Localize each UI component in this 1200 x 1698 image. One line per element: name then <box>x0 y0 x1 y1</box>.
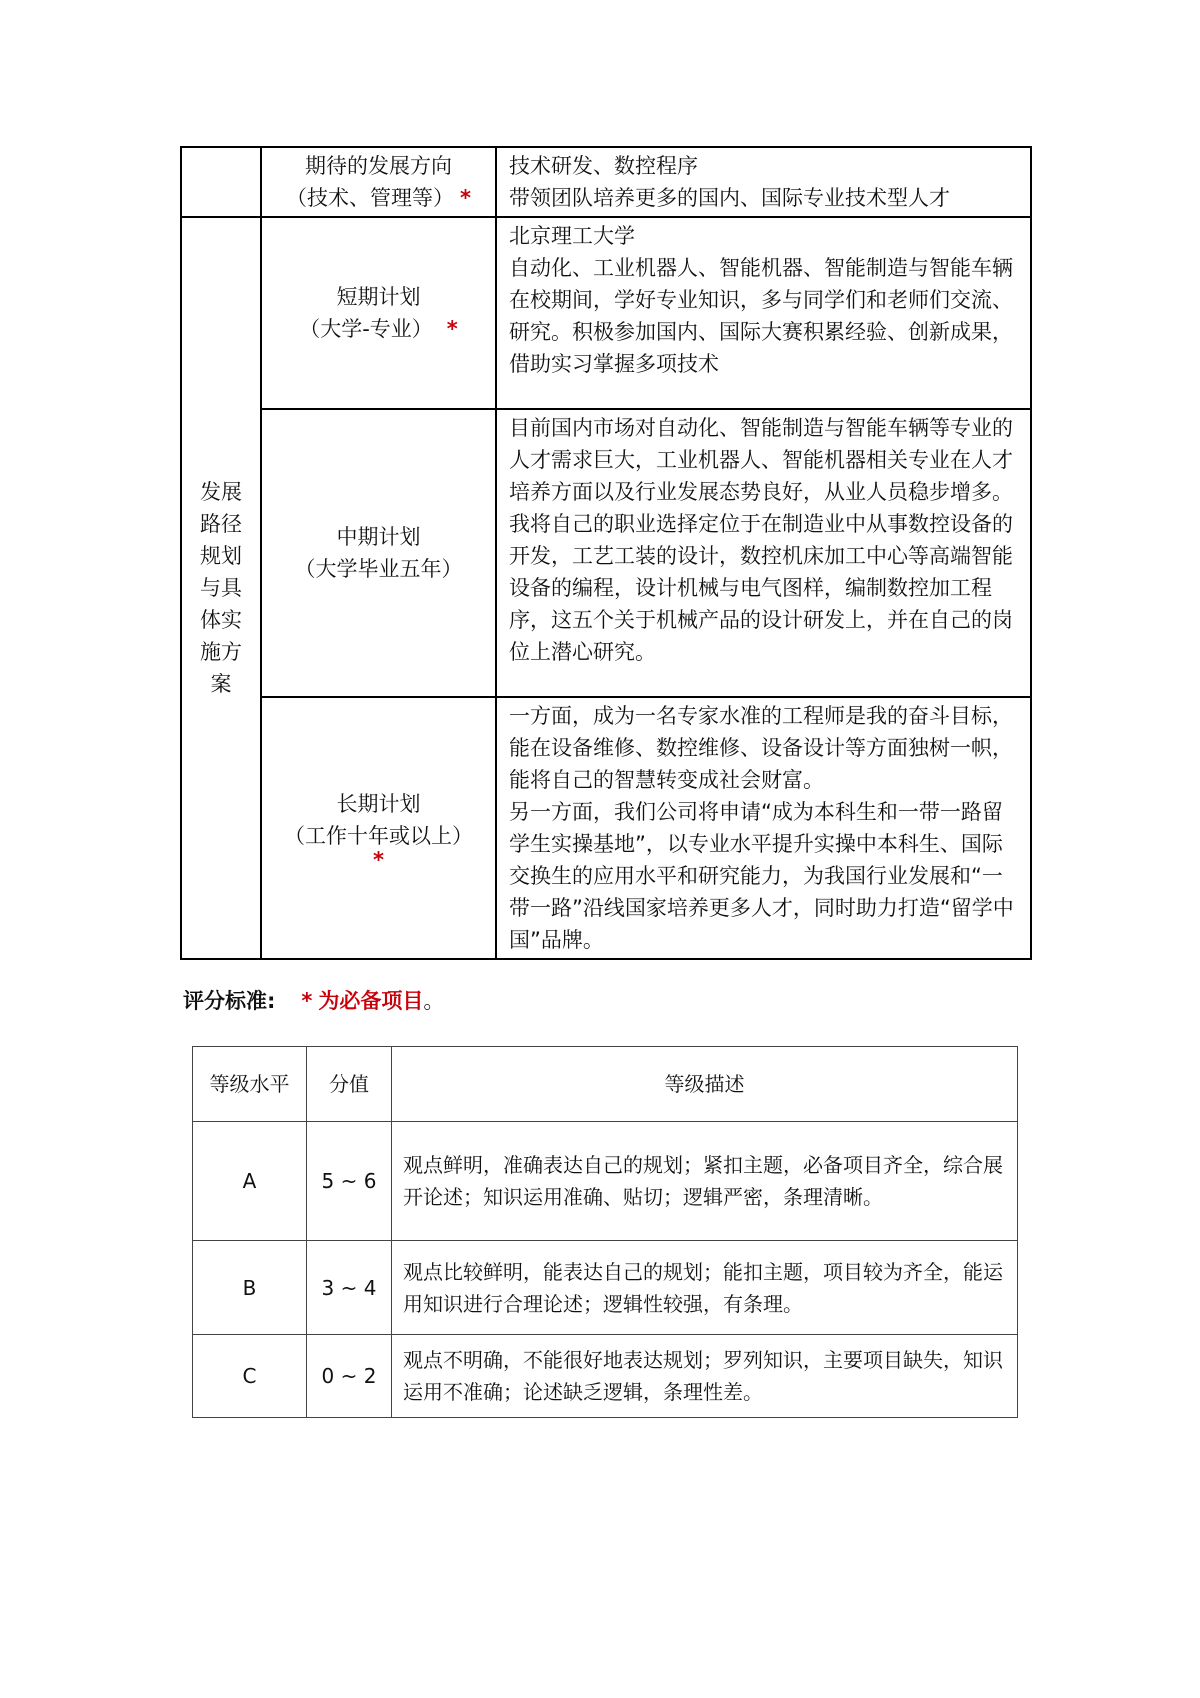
mid-term-label-cell <box>261 409 496 697</box>
long-term-label-cell <box>261 697 496 959</box>
short-term-content-line: 在校期间，学好专业知识，多与同学们和老师们交流、研究。积极参加国内、国际大赛积累经验、创新成果，借助实习掌握多项技术 <box>509 288 1013 376</box>
header-description: 等级描述 <box>392 1047 1018 1122</box>
long-term-content-line: 一方面，成为一名专家水准的工程师是我的奋斗目标，能在设备维修、数控维修、设备设计等方面独树一帜，能将自己的智慧转变成社会财富。 <box>509 704 1013 792</box>
long-term-row <box>181 697 1031 959</box>
short-term-label: 短期计划 <box>336 285 421 309</box>
long-term-label-sub: （工作十年或以上） <box>284 824 473 848</box>
required-star-icon: * <box>446 317 458 341</box>
grade-row-b <box>193 1241 1018 1335</box>
scoring-required-text: 为必备项目 <box>318 989 424 1013</box>
long-term-content-cell <box>496 697 1031 959</box>
grade-level: C <box>193 1335 307 1418</box>
mid-term-content-cell <box>496 409 1031 697</box>
direction-content-line: 技术研发、数控程序 <box>509 154 698 178</box>
direction-row <box>181 147 1031 217</box>
short-term-content-line: 自动化、工业机器人、智能机器、智能制造与智能车辆 <box>509 256 1013 280</box>
long-term-label: 长期计划 <box>336 792 421 816</box>
header-score: 分值 <box>307 1047 392 1122</box>
direction-content-line: 带领团队培养更多的国内、国际专业技术型人才 <box>509 186 950 210</box>
direction-label: 期待的发展方向 <box>305 154 452 178</box>
required-star-icon: * <box>460 186 471 210</box>
short-term-content-cell <box>496 217 1031 409</box>
grade-score: 3 ~ 4 <box>307 1241 392 1335</box>
grade-table <box>192 1046 1018 1418</box>
mid-term-label: 中期计划 <box>336 525 421 549</box>
required-star-icon: * <box>373 848 384 872</box>
empty-section-cell <box>181 147 261 217</box>
grade-description: 观点比较鲜明，能表达自己的规划；能扣主题，项目较为齐全，能运用知识进行合理论述；逻辑性较强，有条理。 <box>392 1241 1018 1335</box>
grade-score: 5 ~ 6 <box>307 1122 392 1241</box>
section-title: 发展路径规划与具体实施方案 <box>200 480 242 696</box>
grade-description: 观点不明确，不能很好地表达规划；罗列知识，主要项目缺失，知识运用不准确；论述缺乏逻辑，条理性差。 <box>392 1335 1018 1418</box>
mid-term-row <box>181 409 1031 697</box>
short-term-label-cell <box>261 217 496 409</box>
short-term-label-sub: （大学-专业） <box>299 317 433 341</box>
grade-header-row <box>193 1047 1018 1122</box>
scoring-suffix: 。 <box>423 989 445 1013</box>
section-title-cell <box>181 217 261 959</box>
career-plan-table <box>180 146 1032 960</box>
mid-term-label-sub: （大学毕业五年） <box>294 557 463 581</box>
grade-description: 观点鲜明，准确表达自己的规划；紧扣主题，必备项目齐全，综合展开论述；知识运用准确、贴切；逻辑严密，条理清晰。 <box>392 1122 1018 1241</box>
scoring-label: 评分标准: <box>183 989 276 1013</box>
direction-label-cell <box>261 147 496 217</box>
mid-term-content-line: 我将自己的职业选择定位于在制造业中从事数控设备的开发，工艺工装的设计，数控机床加工中心等高端智能设备的编程，设计机械与电气图样，编制数控加工程序，这五个关于机械产品的设计研发上，并在自己的岗位上潜心研究。 <box>509 512 1013 664</box>
header-level: 等级水平 <box>193 1047 307 1122</box>
required-star-icon: * <box>301 989 313 1013</box>
mid-term-content-line: 目前国内市场对自动化、智能制造与智能车辆等专业的人才需求巨大，工业机器人、智能机器相关专业在人才培养方面以及行业发展态势良好，从业人员稳步增多。 <box>509 416 1013 504</box>
long-term-content-line: 另一方面，我们公司将申请“成为本科生和一带一路留学生实操基地”，以专业水平提升实操中本科生、国际交换生的应用水平和研究能力，为我国行业发展和“一带一路”沿线国家培养更多人才，同时助力打造“留学中国”品牌。 <box>509 800 1014 952</box>
short-term-row <box>181 217 1031 409</box>
short-term-content-line: 北京理工大学 <box>509 224 635 248</box>
grade-level: A <box>193 1122 307 1241</box>
scoring-caption <box>183 985 444 1015</box>
grade-score: 0 ~ 2 <box>307 1335 392 1418</box>
grade-row-c <box>193 1335 1018 1418</box>
grade-row-a <box>193 1122 1018 1241</box>
direction-content-cell <box>496 147 1031 217</box>
direction-label-sub: （技术、管理等） <box>286 186 454 210</box>
grade-level: B <box>193 1241 307 1335</box>
